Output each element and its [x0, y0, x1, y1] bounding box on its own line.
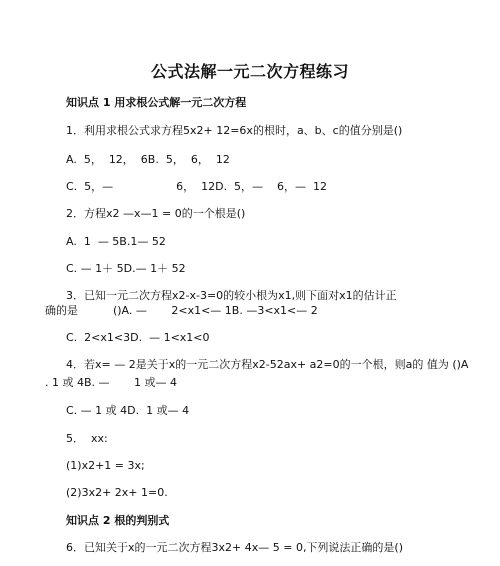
question-2: 2．方程x2 —x—1 = 0的一个根是(): [66, 207, 246, 220]
question-1-options-cd: C. 5，— 6， 12D. 5，— 6，— 12: [66, 180, 328, 193]
question-1-options-ab: A. 5， 12， 6B. 5， 6， 12: [66, 153, 230, 166]
question-5-part-1: (1)x2+1 = 3x;: [66, 459, 145, 472]
question-2-options-cd: C. — 1＋ 5D.— 1＋ 52: [66, 262, 186, 275]
question-4-options-cd: C. — 1 或 4D. 1 或— 4: [66, 404, 190, 417]
question-1: 1．利用求根公式求方程5x2+ 12=6x的根时，a、b、c的值分别是(): [66, 124, 403, 137]
question-2-options-ab: A. 1 — 5B.1— 52: [66, 235, 166, 248]
question-6: 6．已知关于x的一元二次方程3x2+ 4x— 5 = 0,下列说法正确的是(): [66, 541, 404, 554]
question-3-continued: 确的是 ()A. — 2<x1<— 1B. —3<x1<— 2: [45, 304, 318, 317]
question-4-options-ab: . 1 或 4B. — 1 或— 4: [45, 376, 177, 389]
question-3-options-cd: C. 2<x1<3D. — 1<x1<0: [66, 331, 210, 344]
section-heading-2: 知识点 2 根的判别式: [66, 514, 170, 527]
question-5-part-2: (2)3x2+ 2x+ 1=0.: [66, 486, 168, 499]
question-4: 4．若x= — 2是关于x的一元二次方程x2-52ax+ a2=0的一个根，则a的 值为 ()A: [66, 358, 469, 371]
section-heading-1: 知识点 1 用求根公式解一元二次方程: [66, 96, 247, 109]
question-5: 5． xx:: [66, 432, 108, 445]
question-3: 3．已知一元二次方程x2-x-3=0的较小根为x1,则下面对x1的估计正: [66, 289, 397, 302]
document-title: 公式法解一元二次方程练习: [150, 62, 349, 81]
